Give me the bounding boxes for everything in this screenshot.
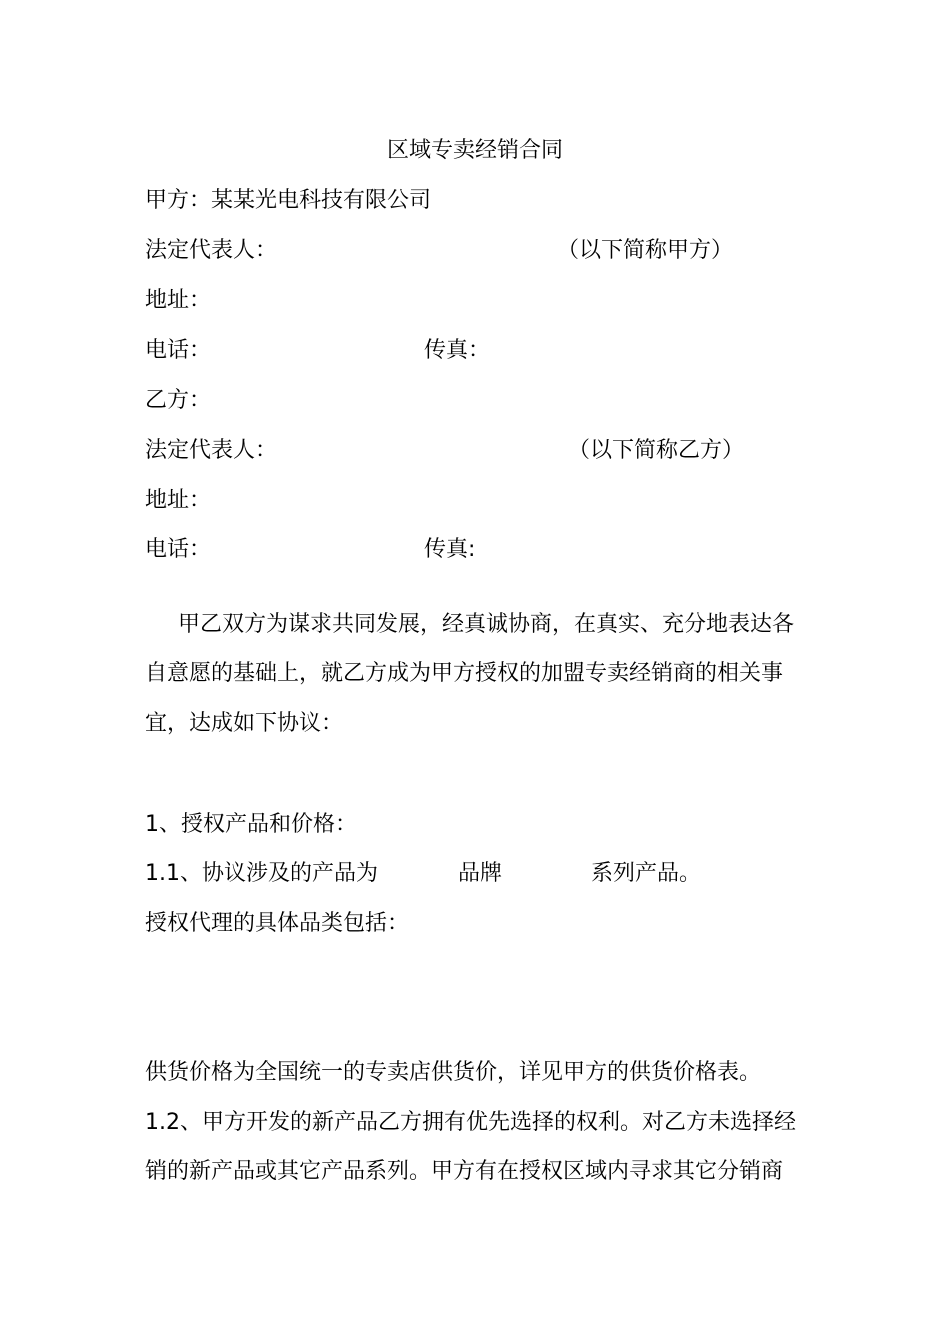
party-a-phone-label: 电话： (145, 338, 212, 363)
preamble-line-1: 甲乙双方为谋求共同发展，经真诚协商，在真实、充分地表达各 (178, 612, 795, 637)
clause-1-1-part3: 系列产品。 (591, 861, 702, 886)
clause-1-2-line-1: 1.2、甲方开发的新产品乙方拥有优先选择的权利。对乙方未选择经 (145, 1110, 796, 1135)
contract-title: 区域专卖经销合同 (386, 138, 563, 163)
clause-1-2-line-2: 销的新产品或其它产品系列。甲方有在授权区域内寻求其它分销商 (145, 1159, 784, 1184)
clause-1-1-part1: 1.1、协议涉及的产品为 (145, 861, 378, 886)
section-1-heading: 1、授权产品和价格： (145, 812, 357, 837)
categories-label: 授权代理的具体品类包括： (145, 911, 410, 936)
party-a-rep-label: 法定代表人： (145, 238, 278, 263)
price-line: 供货价格为全国统一的专卖店供货价，详见甲方的供货价格表。 (145, 1060, 762, 1085)
party-b-abbrev: （以下简称乙方） (568, 438, 745, 463)
party-a-name: 甲方：某某光电科技有限公司 (145, 188, 432, 213)
party-a-address-label: 地址： (145, 288, 212, 313)
party-a-abbrev: （以下简称甲方） (557, 238, 734, 263)
party-b-rep-label: 法定代表人： (145, 438, 278, 463)
clause-1-1-part2: 品牌 (458, 861, 503, 886)
party-b-name: 乙方： (145, 388, 212, 413)
party-b-fax-label: 传真: (424, 537, 476, 562)
party-b-phone-label: 电话： (145, 537, 212, 562)
preamble-line-2: 自意愿的基础上，就乙方成为甲方授权的加盟专卖经销商的相关事 (145, 661, 784, 686)
party-a-fax-label: 传真： (424, 338, 491, 363)
party-b-address-label: 地址： (145, 488, 212, 513)
preamble-line-3: 宜，达成如下协议： (145, 711, 344, 736)
